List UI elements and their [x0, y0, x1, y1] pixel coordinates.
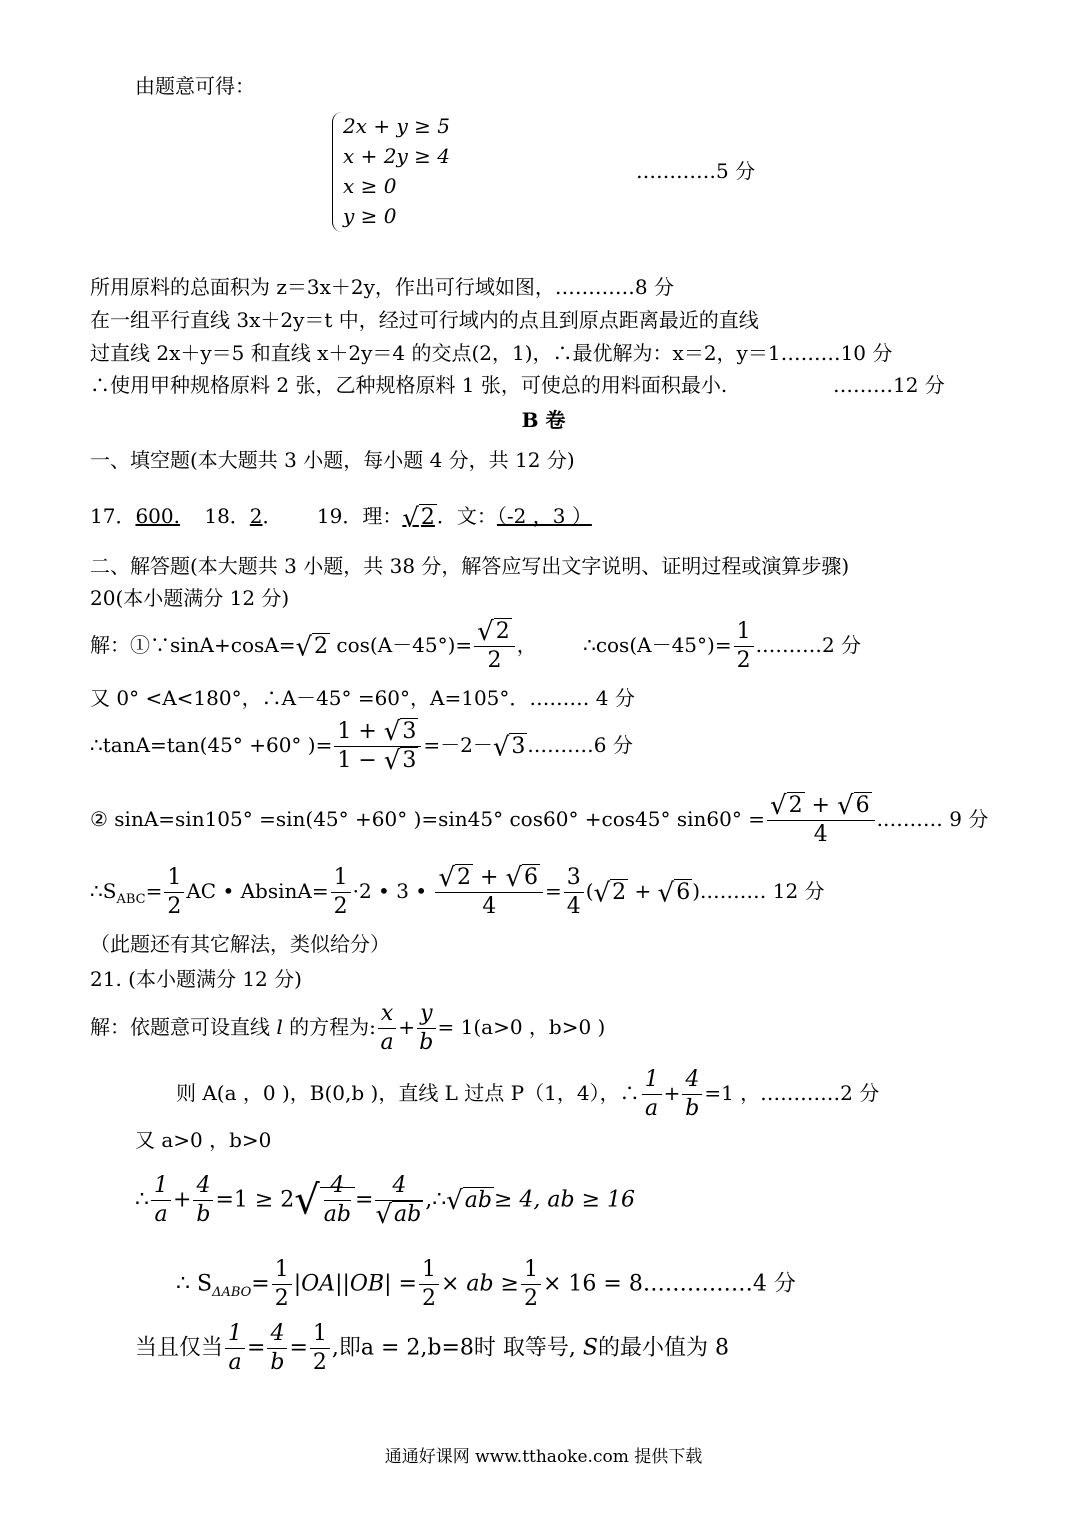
- q21-s1-text-a: 解：依题意可设直线: [90, 1015, 277, 1039]
- q20-step-1: [90, 618, 861, 675]
- frac-1-over-a: $\frac{1}{a}$: [151, 1172, 171, 1229]
- q21-s6-eq-1: =: [247, 1335, 266, 1361]
- q21-s1-cond: (a>0 ，b>0 ): [473, 1015, 606, 1039]
- q20-step-5: $\therefore S_{ABC}=$ $\frac{1}{2}$ AC • AbsinA= $\frac{1}{2}$ ·2 • 3 • $\frac{√2 + √6}{4}$ = $\frac{3}{4}$ (√2 + √6 ).……… 12 分: [90, 863, 825, 919]
- q20-s1-text-c: ，: [516, 633, 537, 657]
- constraint-2: x + 2y ≥ 4: [343, 144, 450, 168]
- q21-s4-text-b: =1 ≥ 2: [215, 1187, 295, 1213]
- q20-note: （此题还有其它解法，类似给分）: [90, 932, 390, 956]
- q21-title: 21. (本小题满分 12 分): [90, 967, 302, 991]
- q19-answer-radical: √2: [402, 503, 435, 534]
- q20-s5-eq-2: =: [545, 879, 562, 903]
- q21-s6-text-f: 的最小值为 8: [597, 1335, 729, 1361]
- q20-s5-text-c: AC • AbsinA=: [186, 879, 329, 903]
- q20-s3-text-b: =－2－: [423, 733, 493, 757]
- frac-4-over-b: $\frac{4}{b}$: [267, 1320, 287, 1377]
- q18-label: 18．: [204, 504, 250, 528]
- q21-step-1: 解：依题意可设直线 l 的方程为: $\frac{x}{a}$ + $\frac{y}{b}$ = 1(a>0 ，b>0 ): [90, 1001, 606, 1055]
- q21-s5-eq: =: [251, 1271, 270, 1297]
- q20-s5-text-a: ∴S: [90, 879, 117, 903]
- constraint-3: x ≥ 0: [343, 174, 397, 198]
- frac-1-over-2: $\frac{1}{2}$: [331, 864, 351, 921]
- frac-4-over-b: $\frac{4}{b}$: [682, 1066, 702, 1123]
- frac-1-over-2: $\frac{1}{2}$: [521, 1256, 541, 1313]
- q21-s6-S: S: [582, 1335, 598, 1361]
- sqrt-ab: √ab: [446, 1185, 492, 1216]
- frac-sqrt2-plus-sqrt6-over-4: $\frac{√2 + √6}{4}$: [767, 792, 875, 849]
- frac-4-over-b: $\frac{4}{b}$: [193, 1172, 213, 1229]
- frac-1-over-2: $\frac{1}{2}$: [310, 1320, 330, 1377]
- q21-line-l: l: [276, 1015, 283, 1039]
- frac-1-over-2: $\frac{1}{2}$: [419, 1256, 439, 1313]
- q19-wen-answer: （-2 ，3 ）: [496, 504, 592, 528]
- q20-step-3: [90, 718, 633, 775]
- q20-s1-text-b: cos(A－45°)=: [336, 633, 473, 657]
- q21-s6-text-a: 当且仅当: [135, 1335, 224, 1361]
- frac-sqrt2-plus-sqrt6-over-4: $\frac{√2 + √6}{4}$: [435, 864, 543, 921]
- q20-s3-text-a: ∴tanA=tan(45° +60° )=: [90, 733, 333, 757]
- q21-s5-score: × 16 = 8……………4 分: [543, 1271, 796, 1297]
- q21-step-6: [135, 1320, 729, 1377]
- solution-line-3: 过直线 2x＋y＝5 和直线 x＋2y＝4 的交点(2，1)，∴最优解为：x＝2，y＝1………10 分: [90, 341, 893, 365]
- q19-wen-label: ．文：: [436, 504, 497, 528]
- q20-step-2: 又 0° <A<180°，∴A－45° =60°，A=105°．……… 4 分: [90, 686, 635, 710]
- q20-s4-text: ② sinA=sin105° =sin(45° +60° )=sin45° cos60° +cos45° sin60° =: [90, 807, 765, 831]
- frac-x-over-a: $\frac{x}{a}$: [378, 1000, 396, 1057]
- q20-s5-score: ).……… 12 分: [692, 879, 825, 903]
- frac-y-over-b: $\frac{y}{b}$: [417, 1000, 435, 1057]
- q21-s4-text-d: ,∴: [425, 1187, 447, 1213]
- q21-s2-text-a: 则 A(a ，0 )，B(0,b )，直线 L 过点 P（1，4），∴: [176, 1081, 640, 1105]
- q18-answer: 2: [249, 504, 263, 528]
- constraint-1: 2x + y ≥ 5: [343, 114, 450, 138]
- fill-answers: 17．600. 18．2． 19．理：√2 ．文：（-2 ，3 ）: [90, 503, 592, 534]
- system-score: …………5 分: [636, 159, 756, 183]
- q20-s1-text-d: ∴cos(A－45°)=: [583, 633, 732, 657]
- q21-s2-score: =1 ，…………2 分: [704, 1081, 880, 1105]
- q17-answer: 600.: [135, 504, 180, 528]
- q20-s5-eq: =: [145, 879, 163, 903]
- q21-s5-text-c: |OA||OB| =: [293, 1271, 417, 1297]
- solution-line-2: 在一组平行直线 3x＋2y＝t 中，经过可行域内的点且到原点距离最近的直线: [90, 308, 759, 332]
- constraint-4: y ≥ 0: [343, 204, 397, 228]
- sqrt3: √3: [492, 732, 526, 763]
- solution-line-1: 所用原料的总面积为 z＝3x＋2y，作出可行域如图，…………8 分: [90, 275, 675, 299]
- sqrt-4-over-ab: √ $\frac{4}{ab}$: [294, 1172, 355, 1229]
- q17-label: 17．: [90, 504, 136, 528]
- q21-s5-text-d: × ab ≥: [440, 1271, 519, 1297]
- solution-line-4: ∴使用甲种规格原料 2 张，乙种规格原料 1 张，可使总的用料面积最小.: [90, 373, 728, 397]
- q21-s5-text-a: ∴ S: [176, 1271, 213, 1297]
- q21-s4-eq: =: [355, 1187, 374, 1213]
- q21-step-5: [176, 1256, 796, 1313]
- solution-line-4-score: ………12 分: [833, 373, 945, 397]
- q20-s1-text-a: 解：①∵sinA+cosA=: [90, 633, 296, 657]
- q20-title: 20(本小题满分 12 分): [90, 586, 290, 610]
- q20-step-4: [90, 792, 988, 849]
- frac-tan: $\frac{1 + √3}{1 - √3}$: [334, 718, 421, 775]
- frac-4-over-sqrt-ab: $\frac{4}{√ab}$: [375, 1173, 422, 1230]
- sqrt2: √2: [295, 632, 329, 663]
- q20-s5-text-d: ·2 • 3 •: [352, 879, 428, 903]
- frac-1-over-2: $\frac{1}{2}$: [734, 618, 754, 675]
- answer-section-title: 二、解答题(本大题共 3 小题，共 38 分，解答应写出文字说明、证明过程或演算步骤): [90, 554, 850, 578]
- q21-s6-eq-2: =: [289, 1335, 308, 1361]
- intro-line: 由题意可得：: [135, 74, 255, 98]
- q21-s6-text-d: ,即a = 2,b=8时 取等号,: [331, 1335, 583, 1361]
- fill-section-title: 一、填空题(本大题共 3 小题，每小题 4 分，共 12 分): [90, 448, 575, 472]
- q21-s4-therefore: ∴: [135, 1187, 149, 1213]
- constraint-system: [332, 112, 453, 232]
- frac-1-over-a: $\frac{1}{a}$: [225, 1320, 245, 1377]
- q21-step-4: ∴ $\frac{1}{a}$ + $\frac{4}{b}$ =1 ≥ 2√ $\frac{4}{ab}$ = $\frac{4}{√ab}$ ,∴√ab≥ 4, ab ≥ 16: [135, 1173, 636, 1230]
- q21-s4-text-e: ≥ 4, ab ≥ 16: [494, 1187, 636, 1213]
- q21-s1-text-b: 的方程为:: [282, 1015, 376, 1039]
- q20-s5-paren: (: [585, 879, 594, 903]
- q20-s1-score: .………2 分: [755, 633, 862, 657]
- frac-1-over-2: $\frac{1}{2}$: [272, 1256, 292, 1313]
- q20-s4-score: .……… 9 分: [876, 807, 989, 831]
- frac-sqrt2-over-2: $\frac{√2}{2}$: [474, 618, 515, 675]
- q21-s5-sub: ΔABO: [212, 1284, 252, 1300]
- q20-s5-sub: ABC: [116, 892, 146, 907]
- frac-1-over-a: $\frac{1}{a}$: [642, 1066, 662, 1123]
- q20-s3-score: .………6 分: [527, 733, 633, 757]
- section-b-title: B 卷: [521, 408, 566, 432]
- q19-label: 19．理：: [316, 504, 403, 528]
- q21-step-2: 则 A(a ，0 )，B(0,b )，直线 L 过点 P（1，4），∴ $\frac{1}{a}$ + $\frac{4}{b}$ =1 ，…………2 分: [176, 1067, 880, 1121]
- frac-3-over-4: $\frac{3}{4}$: [564, 864, 584, 921]
- q21-step-3: 又 a>0 ，b>0: [135, 1128, 272, 1152]
- page-footer: 通通好课网 www.tthaoke.com 提供下载: [384, 1447, 703, 1467]
- frac-1-over-2: $\frac{1}{2}$: [164, 864, 184, 921]
